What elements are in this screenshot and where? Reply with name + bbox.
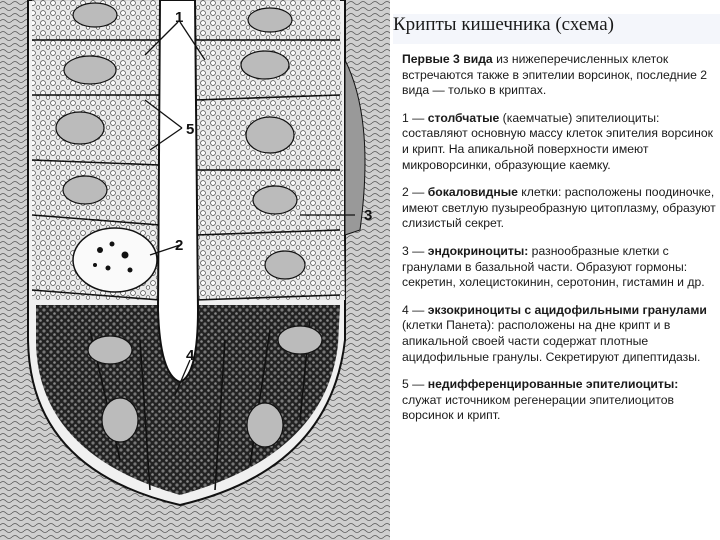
- figure-label-1: 1: [175, 9, 184, 26]
- legend-item-num: 3 —: [402, 243, 425, 258]
- legend-item-num: 2 —: [402, 185, 425, 200]
- legend-item-text: клетки: расположены поодиночке, имеют светлую пузыреобразную цитоплазму, образуют слизистый секрет.: [402, 185, 716, 231]
- legend-item-num: 4 —: [402, 302, 425, 317]
- intro-bold: Первые 3 вида: [402, 52, 493, 66]
- legend-item-text: (клетки Панета): расположены на дне крипт и в апикальной своей части содержат плотные ацидофильные гранулы. Секретируют дипептидазы.: [402, 318, 701, 364]
- figure-label-4: 4: [186, 347, 195, 364]
- legend-item-term: столбчатые: [427, 110, 500, 125]
- legend-text: [402, 52, 716, 436]
- legend-item-1: [402, 111, 716, 173]
- legend-item-text: разнообразные клетки с гранулами в базальной части. Образуют гормоны: секретин, холецистокинин, серотонин, гистамин и др.: [402, 243, 705, 290]
- figure-label-3: 3: [364, 207, 373, 224]
- legend-item-term: недифференцированные эпителиоциты:: [427, 377, 679, 392]
- legend-item-num: 1 —: [402, 110, 425, 125]
- legend-item-3: [402, 244, 716, 291]
- legend-item-text: служат источником регенерации эпителиоцитов ворсинок и крипт.: [402, 392, 675, 423]
- figure-label-2: 2: [175, 237, 184, 254]
- intro-paragraph: [402, 52, 716, 99]
- crypt-lumen: [158, 0, 198, 382]
- legend-item-5: [402, 377, 716, 424]
- page-title: Крипты кишечника (схема): [393, 14, 720, 44]
- intro-text: из нижеперечисленных клеток встречаются также в эпителии ворсинок, последние 2 вида — только в криптах.: [402, 52, 708, 98]
- legend-item-2: [402, 185, 716, 232]
- legend-item-term: бокаловидные: [427, 185, 518, 200]
- legend-item-term: экзокриноциты с ацидофильными гранулами: [427, 302, 707, 317]
- figure-label-5: 5: [186, 121, 195, 138]
- goblet-cell: [73, 228, 157, 292]
- legend-item-4: [402, 303, 716, 365]
- legend-item-term: эндокриноциты:: [427, 243, 529, 258]
- legend-item-num: 5 —: [402, 377, 425, 392]
- legend-item-text: (каемчатые) эпителиоциты: составляют основную массу клеток эпителия ворсинок и крипт. На апикальной поверхности имеют микроворсинки, образующие каемку.: [402, 110, 713, 172]
